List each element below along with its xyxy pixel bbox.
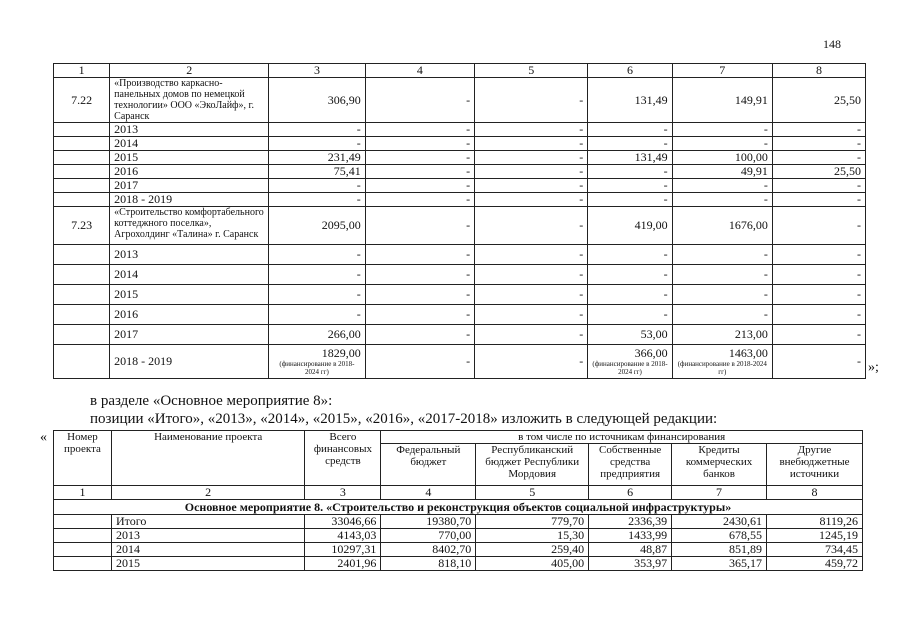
row-label: 2014 (111, 543, 304, 557)
year-label: 2013 (110, 245, 269, 265)
financing-note: (финансирование в 2018-2024 гг) (592, 360, 668, 376)
year-row (54, 137, 866, 151)
cell: - (269, 137, 366, 151)
header-project-number: Номер проекта (54, 431, 112, 486)
year-row (54, 265, 866, 285)
project-number: 7.22 (54, 78, 110, 123)
cell: - (772, 123, 865, 137)
col-num: 2 (111, 486, 304, 500)
year-row (54, 345, 866, 379)
cell: - (269, 265, 366, 285)
projects-table (53, 63, 866, 379)
cell: - (475, 151, 588, 165)
cell: 4143,03 (305, 529, 381, 543)
year-row (54, 193, 866, 207)
cell: - (588, 123, 672, 137)
cell: 49,91 (672, 165, 772, 179)
cell: 405,00 (476, 557, 589, 571)
year-row (54, 165, 866, 179)
cell: - (269, 193, 366, 207)
cell: 15,30 (476, 529, 589, 543)
cell: 734,45 (767, 543, 863, 557)
col-num: 6 (589, 486, 672, 500)
year-label: 2013 (110, 123, 269, 137)
col-num: 4 (381, 486, 476, 500)
cell: 678,55 (672, 529, 767, 543)
cell: 365,17 (672, 557, 767, 571)
cell: - (365, 137, 474, 151)
cell-other: 25,50 (772, 78, 865, 123)
cell: 2336,39 (589, 515, 672, 529)
col-num: 5 (475, 64, 588, 78)
cell: 2401,96 (305, 557, 381, 571)
cell: - (365, 193, 474, 207)
cell: - (475, 193, 588, 207)
cell: - (588, 285, 672, 305)
cell: - (365, 123, 474, 137)
cell: 851,89 (672, 543, 767, 557)
project-name: «Производство каркасно-панельных домов по немецкой технологии» ООО «ЭкоЛайф», г. Саранск (110, 78, 269, 123)
header-total: Всего финансовых средств (305, 431, 381, 486)
cell-own: 419,00 (588, 207, 672, 245)
row-label: Итого (111, 515, 304, 529)
col-num: 1 (54, 486, 112, 500)
cell: - (475, 305, 588, 325)
cell: - (365, 305, 474, 325)
cell: - (772, 137, 865, 151)
cell-credit: 1676,00 (672, 207, 772, 245)
cell: - (672, 285, 772, 305)
page-number: 148 (823, 37, 841, 51)
col-num: 8 (772, 64, 865, 78)
positions-line: позиции «Итого», «2013», «2014», «2015», «2016», «2017-2018» изложить в следующей редакции: (90, 411, 718, 427)
year-row (54, 325, 866, 345)
col-num: 5 (476, 486, 589, 500)
cell: 19380,70 (381, 515, 476, 529)
financing-note: (финансирование в 2018-2024 гг) (677, 360, 767, 376)
cell: - (475, 165, 588, 179)
cell: - (772, 305, 865, 325)
col-num: 2 (110, 64, 269, 78)
cell: 1829,00 (финансирование в 2018-2024 гг) (269, 345, 366, 379)
cell-federal: - (365, 207, 474, 245)
cell-federal: - (365, 78, 474, 123)
cell: 10297,31 (305, 543, 381, 557)
section-title: Основное мероприятие 8. «Строительство и реконструкция объектов социальной инфраструктуры» (54, 500, 863, 515)
row-label: 2015 (111, 557, 304, 571)
section-line: в разделе «Основное мероприятие 8»: (90, 393, 333, 409)
row-label: 2013 (111, 529, 304, 543)
year-row (54, 123, 866, 137)
cell: 75,41 (269, 165, 366, 179)
year-label: 2015 (110, 151, 269, 165)
header-project-name: Наименование проекта (111, 431, 304, 486)
cell: - (588, 193, 672, 207)
cell: 266,00 (269, 325, 366, 345)
header-credit: Кредиты коммерческих банков (672, 444, 767, 486)
cell: - (672, 305, 772, 325)
cell: - (772, 193, 865, 207)
year-row (54, 305, 866, 325)
cell: - (365, 325, 474, 345)
cell: - (365, 285, 474, 305)
project-row (54, 78, 866, 123)
cell: - (269, 285, 366, 305)
cell: - (365, 265, 474, 285)
cell: - (269, 245, 366, 265)
year-label: 2018 - 2019 (110, 345, 269, 379)
cell: - (365, 345, 474, 379)
cell: - (269, 305, 366, 325)
cell: - (588, 165, 672, 179)
column-number-row (54, 64, 866, 78)
cell: - (772, 151, 865, 165)
col-num: 3 (305, 486, 381, 500)
year-row (54, 285, 866, 305)
cell: - (475, 285, 588, 305)
cell: - (772, 179, 865, 193)
cell: 1245,19 (767, 529, 863, 543)
table-row (54, 529, 863, 543)
cell: 8119,26 (767, 515, 863, 529)
cell: - (672, 123, 772, 137)
header-group: в том числе по источникам финансирования (381, 431, 863, 444)
opening-quote: « (40, 430, 47, 445)
cell: - (365, 245, 474, 265)
cell: - (475, 245, 588, 265)
col-num: 3 (269, 64, 366, 78)
year-label: 2017 (110, 325, 269, 345)
cell: - (588, 137, 672, 151)
year-row (54, 151, 866, 165)
cell: - (475, 265, 588, 285)
cell-total: 306,90 (269, 78, 366, 123)
col-num: 4 (365, 64, 474, 78)
cell: 131,49 (588, 151, 672, 165)
year-label: 2016 (110, 305, 269, 325)
cell: - (672, 193, 772, 207)
cell: 8402,70 (381, 543, 476, 557)
cell: 25,50 (772, 165, 865, 179)
cell: - (365, 165, 474, 179)
cell: 231,49 (269, 151, 366, 165)
cell: - (475, 325, 588, 345)
cell: - (475, 345, 588, 379)
cell: - (588, 245, 672, 265)
cell: - (588, 265, 672, 285)
cell: - (772, 265, 865, 285)
year-label: 2014 (110, 137, 269, 151)
project-number: 7.23 (54, 207, 110, 245)
cell: 366,00 (финансирование в 2018-2024 гг) (588, 345, 672, 379)
col-num: 8 (767, 486, 863, 500)
cell: 53,00 (588, 325, 672, 345)
year-row (54, 179, 866, 193)
cell-own: 131,49 (588, 78, 672, 123)
cell: 779,70 (476, 515, 589, 529)
cell-credit: 149,91 (672, 78, 772, 123)
project-name: «Строительство комфортабельного коттеджного поселка», Агрохолдинг «Талина» г. Саранск (110, 207, 269, 245)
activity-table (53, 430, 863, 571)
cell: 818,10 (381, 557, 476, 571)
header-own: Собственные средства предприятия (589, 444, 672, 486)
cell: - (365, 151, 474, 165)
cell: 33046,66 (305, 515, 381, 529)
cell: - (588, 305, 672, 325)
closing-quote: »; (868, 360, 879, 375)
cell: - (772, 325, 865, 345)
cell: - (672, 137, 772, 151)
col-num: 7 (672, 64, 772, 78)
table-row (54, 543, 863, 557)
cell: 770,00 (381, 529, 476, 543)
table-row (54, 515, 863, 529)
year-label: 2015 (110, 285, 269, 305)
cell: - (475, 123, 588, 137)
cell: 259,40 (476, 543, 589, 557)
header-federal: Федеральный бюджет (381, 444, 476, 486)
cell: - (269, 179, 366, 193)
col-num: 1 (54, 64, 110, 78)
column-number-row (54, 486, 863, 500)
cell: 1433,99 (589, 529, 672, 543)
cell-republic: - (475, 78, 588, 123)
cell-total: 2095,00 (269, 207, 366, 245)
cell-republic: - (475, 207, 588, 245)
cell: - (475, 179, 588, 193)
project-row (54, 207, 866, 245)
cell: - (772, 245, 865, 265)
cell: 353,97 (589, 557, 672, 571)
year-row (54, 245, 866, 265)
cell: - (772, 345, 865, 379)
cell: 213,00 (672, 325, 772, 345)
cell: 1463,00 (финансирование в 2018-2024 гг) (672, 345, 772, 379)
cell: - (672, 245, 772, 265)
year-label: 2017 (110, 179, 269, 193)
cell: - (269, 123, 366, 137)
header-other: Другие внебюджетные источники (767, 444, 863, 486)
header-republic: Республиканский бюджет Республики Мордовия (476, 444, 589, 486)
cell-other: - (772, 207, 865, 245)
year-label: 2016 (110, 165, 269, 179)
cell: 100,00 (672, 151, 772, 165)
table-row (54, 557, 863, 571)
financing-note: (финансирование в 2018-2024 гг) (279, 360, 355, 376)
col-num: 6 (588, 64, 672, 78)
col-num: 7 (672, 486, 767, 500)
cell: - (672, 265, 772, 285)
year-label: 2014 (110, 265, 269, 285)
cell: 48,87 (589, 543, 672, 557)
cell: - (475, 137, 588, 151)
cell: 459,72 (767, 557, 863, 571)
cell: - (588, 179, 672, 193)
cell: 2430,61 (672, 515, 767, 529)
cell: - (672, 179, 772, 193)
cell: - (365, 179, 474, 193)
year-label: 2018 - 2019 (110, 193, 269, 207)
cell: - (772, 285, 865, 305)
